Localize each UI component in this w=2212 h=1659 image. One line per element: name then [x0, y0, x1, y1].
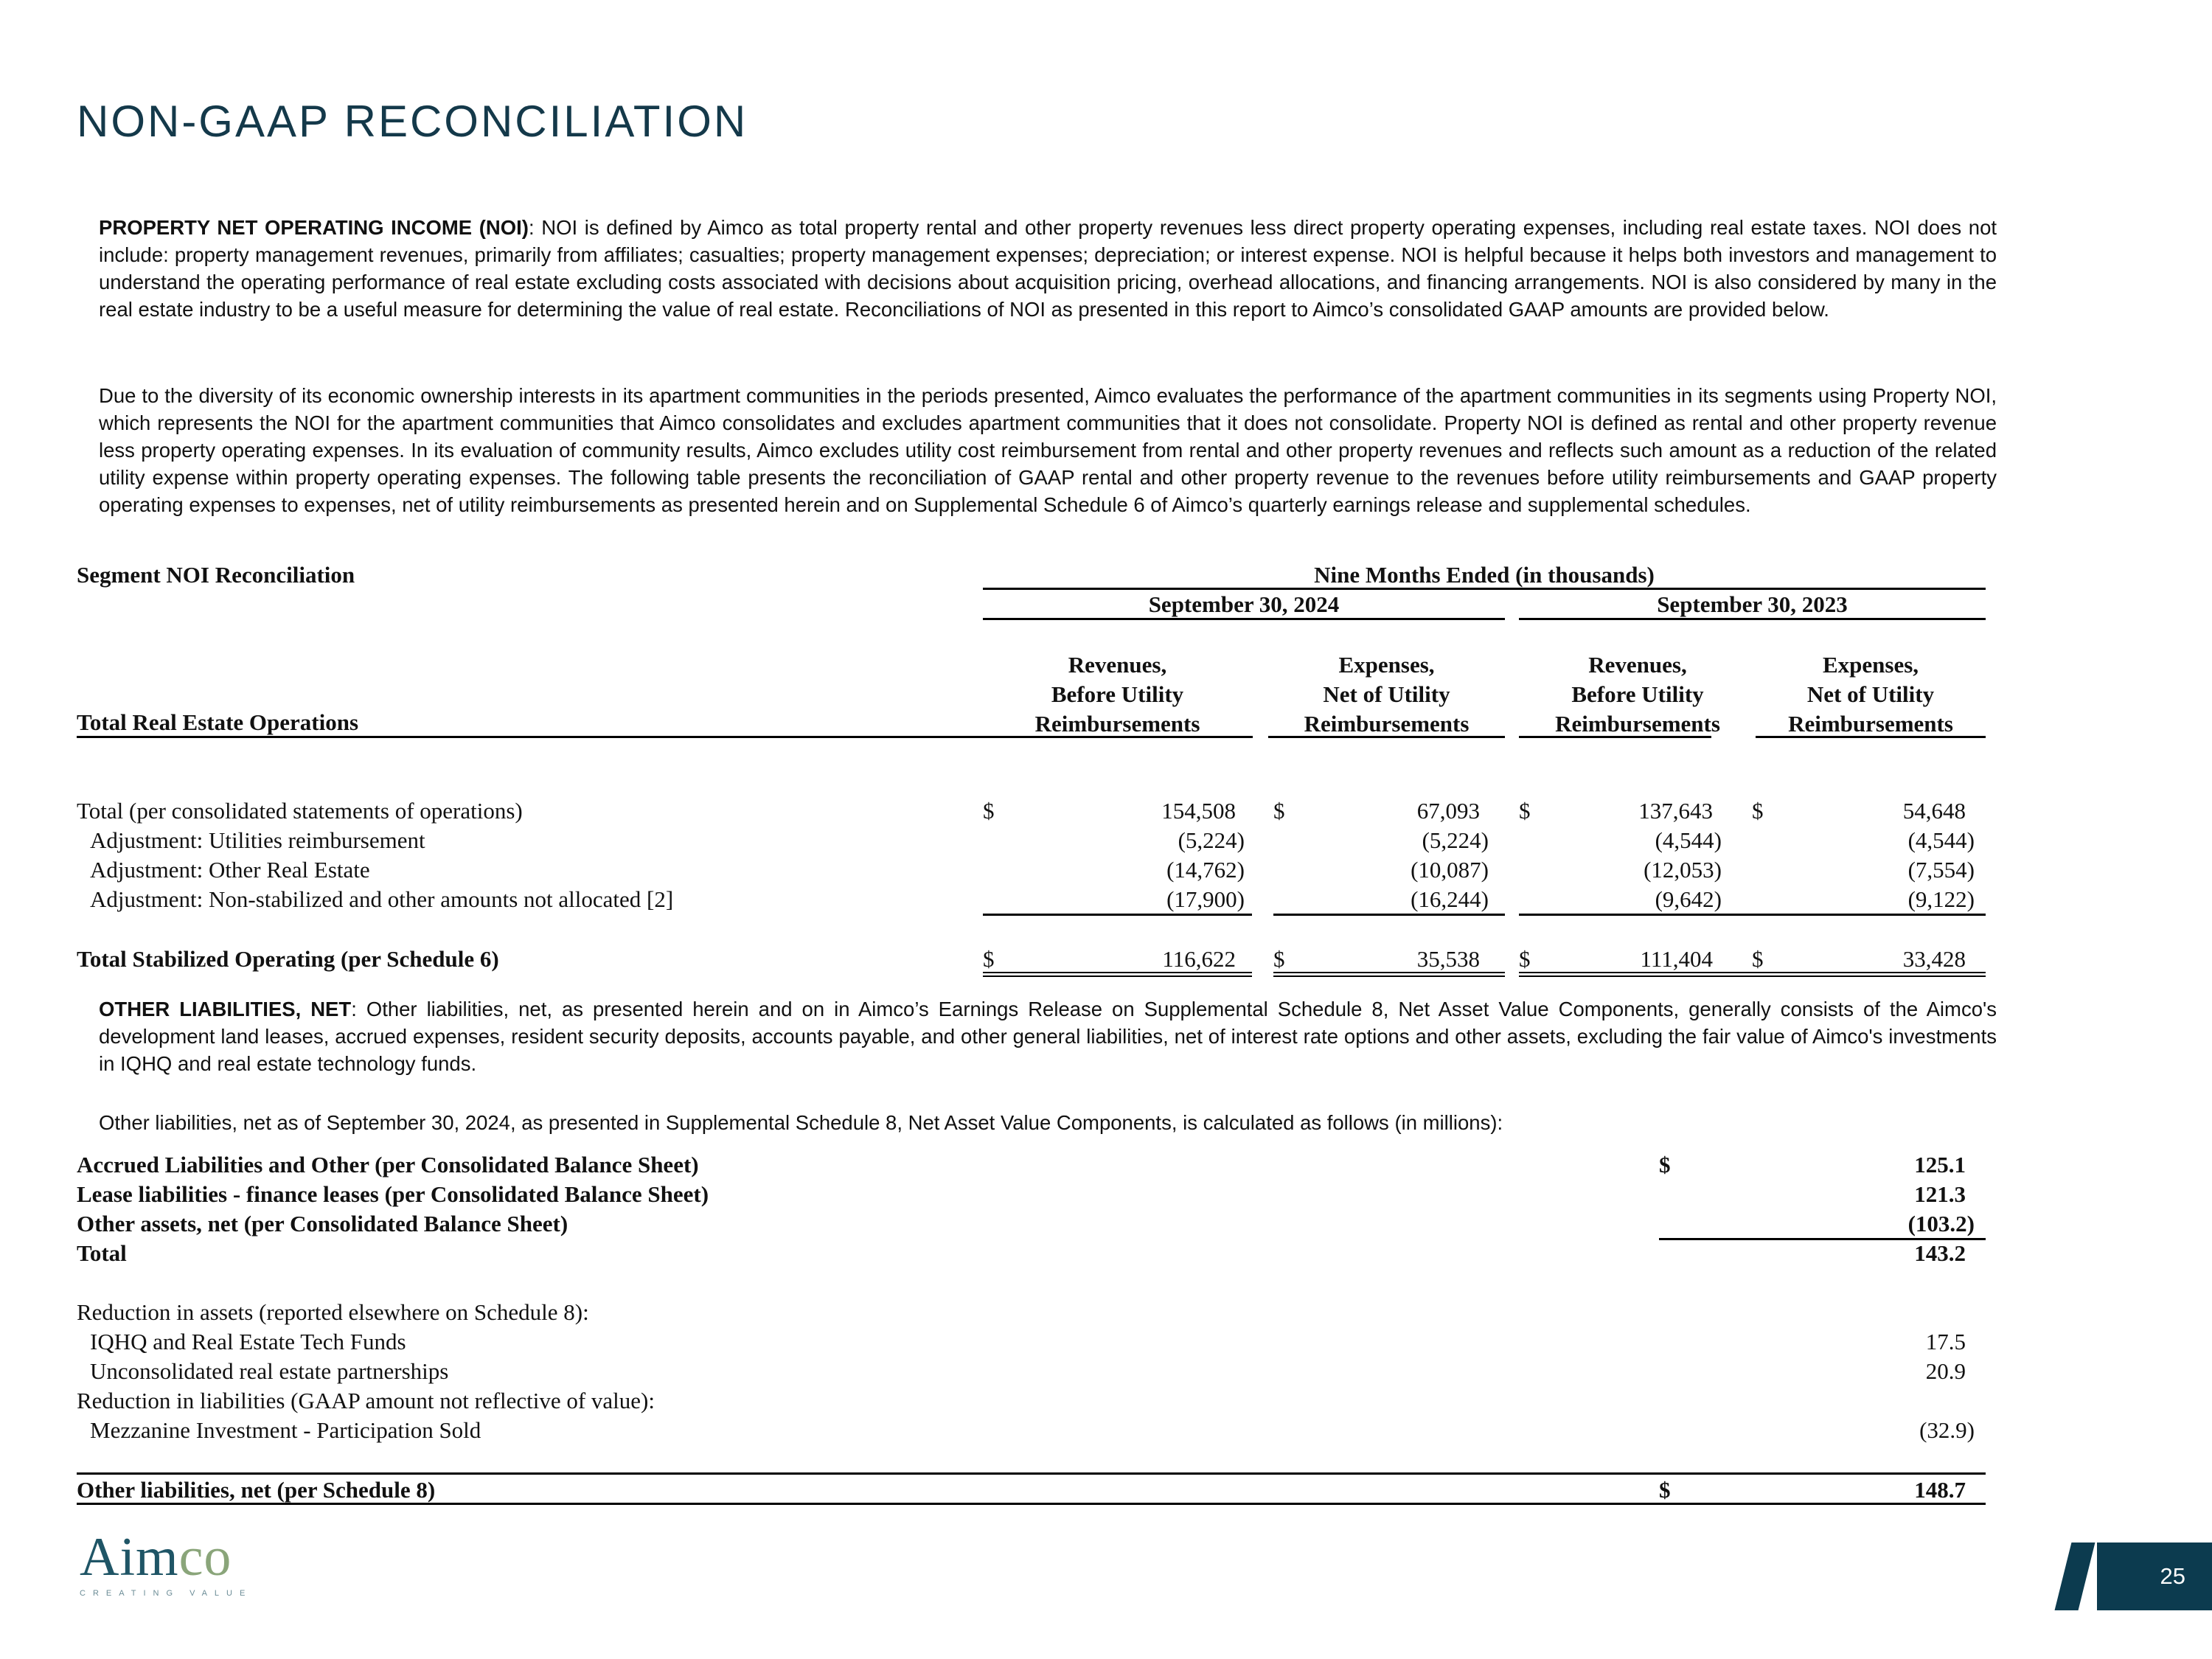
subtotal-rule: [1752, 914, 1986, 916]
final-rule-bottom: [77, 1503, 1986, 1505]
currency-symbol: $: [1519, 946, 1531, 972]
section-rule-col4: [1756, 736, 1986, 738]
cell-value: 121.3: [1914, 1181, 1966, 1207]
row-label: Unconsolidated real estate partnerships: [90, 1358, 449, 1384]
currency-symbol: $: [1752, 946, 1764, 972]
currency-symbol: $: [983, 946, 995, 972]
currency-symbol: $: [1519, 798, 1531, 824]
logo-wordmark: Aimco: [80, 1527, 232, 1587]
section-rule-col3: [1519, 736, 1711, 738]
period-2024-rule: [983, 618, 1505, 620]
cell-value: (16,244): [1411, 886, 1489, 912]
subtotal-rule: [983, 914, 1252, 916]
period-2024-header: September 30, 2024: [1148, 591, 1340, 617]
total-rule: [1273, 972, 1505, 973]
noi-definition-paragraph: [99, 214, 1997, 323]
logo-tagline: CREATING VALUE: [80, 1589, 253, 1598]
final-value: 148.7: [1914, 1477, 1966, 1503]
reduction-liabilities-label: Reduction in liabilities (GAAP amount not reflective of value):: [77, 1388, 655, 1413]
total-value: 35,538: [1416, 946, 1480, 972]
subtotal-rule: [1519, 914, 1756, 916]
col-header-expenses-2023: Expenses, Net of Utility Reimbursements: [1788, 652, 1953, 737]
cell-value: (103.2): [1907, 1211, 1975, 1237]
final-label: Other liabilities, net (per Schedule 8): [77, 1477, 436, 1503]
currency-symbol: $: [1659, 1477, 1671, 1503]
currency-symbol: $: [1273, 798, 1285, 824]
final-rule-top: [77, 1472, 1986, 1475]
row-label: Total (per consolidated statements of operations): [77, 798, 523, 824]
period-header: Nine Months Ended (in thousands): [1314, 562, 1655, 588]
row-label: Accrued Liabilities and Other (per Consolidated Balance Sheet): [77, 1152, 699, 1178]
page-number: 25: [2160, 1563, 2185, 1589]
total-rule: [983, 972, 1252, 973]
total-rule: [1273, 975, 1505, 977]
row-label: Adjustment: Other Real Estate: [90, 857, 370, 883]
section-rule-col2: [1268, 736, 1505, 738]
period-header-rule: [983, 588, 1986, 590]
currency-symbol: $: [1752, 798, 1764, 824]
total-value: 111,404: [1640, 946, 1713, 972]
page-title: NON-GAAP RECONCILIATION: [77, 97, 748, 146]
col-header-revenues-2023: Revenues, Before Utility Reimbursements: [1555, 652, 1720, 737]
row-label: Lease liabilities - finance leases (per Consolidated Balance Sheet): [77, 1181, 709, 1207]
noi-text: : NOI is defined by Aimco as total property rental and other property revenues less direct property operating expenses, including real estate taxes. NOI does not include: property management revenues, primarily from affiliates; casualties; property management expenses; depreciation; or interest expense. NOI is helpful because it helps both investors and management to understand the operating performance of real estate excluding costs associated with decisions about acquisition pricing, overhead allocations, and financing arrangements. NOI is also considered by many in the real estate industry to be a useful measure for determining the value of real estate. Reconciliations of NOI as presented in this report to Aimco’s consolidated GAAP amounts are provided below.: [99, 216, 1997, 321]
other-liabilities-intro: Other liabilities, net as of September 30, 2024, as presented in Supplemental Schedule 8, Net Asset Value Components, is calculated as follows (in millions):: [99, 1111, 1503, 1134]
cell-value: 54,648: [1902, 798, 1966, 824]
page-number-accent: [2055, 1543, 2096, 1610]
total-value: 33,428: [1902, 946, 1966, 972]
row-label: Other assets, net (per Consolidated Balance Sheet): [77, 1211, 568, 1237]
currency-symbol: $: [1273, 946, 1285, 972]
cell-value: 143.2: [1914, 1240, 1966, 1266]
cell-value: (4,544): [1907, 827, 1975, 853]
cell-value: (32.9): [1919, 1417, 1975, 1443]
noi-heading: PROPERTY NET OPERATING INCOME (NOI): [99, 216, 529, 239]
col-header-revenues-2024: Revenues, Before Utility Reimbursements: [1034, 652, 1200, 737]
cell-value: (14,762): [1166, 857, 1245, 883]
reduction-assets-label: Reduction in assets (reported elsewhere on Schedule 8):: [77, 1299, 589, 1325]
row-label: Adjustment: Non-stabilized and other amounts not allocated [2]: [90, 886, 674, 912]
total-rule: [1519, 972, 1756, 973]
cell-value: (5,224): [1422, 827, 1489, 853]
currency-symbol: $: [983, 798, 995, 824]
cell-value: (5,224): [1178, 827, 1245, 853]
period-2023-rule: [1519, 618, 1986, 620]
total-rule: [1752, 975, 1986, 977]
total-rule: [983, 975, 1252, 977]
total-rule: [1752, 972, 1986, 973]
cell-value: 17.5: [1925, 1329, 1966, 1354]
noi-segment-paragraph: Due to the diversity of its economic ownership interests in its apartment communities in the periods presented, Aimco evaluates the performance of the apartment communities in its segments using Property NOI, which represents the NOI for the apartment communities that Aimco consolidates and excludes apartment communities that it does not consolidate. Property NOI is defined as rental and other property revenue less property operating expenses. In its evaluation of community results, Aimco excludes utility cost reimbursement from rental and other property revenues and reflects such amount as a reduction of the related utility expense within property operating expenses. The following table presents the reconciliation of GAAP rental and other property revenue to the revenues before utility reimbursements and GAAP property operating expenses to expenses, net of utility reimbursements as presented herein and on Supplemental Schedule 6 of Aimco’s quarterly earnings release and supplemental schedules.: [99, 384, 1997, 516]
row-label: IQHQ and Real Estate Tech Funds: [90, 1329, 406, 1354]
cell-value: (9,642): [1655, 886, 1722, 912]
total-value: 116,622: [1162, 946, 1236, 972]
other-liabilities-heading: OTHER LIABILITIES, NET: [99, 998, 352, 1020]
cell-value: (17,900): [1166, 886, 1245, 912]
row-label: Adjustment: Utilities reimbursement: [90, 827, 425, 853]
cell-value: 154,508: [1161, 798, 1236, 824]
col-header-expenses-2024: Expenses, Net of Utility Reimbursements: [1304, 652, 1470, 737]
segment-table-title: Segment NOI Reconciliation: [77, 562, 355, 588]
cell-value: 20.9: [1925, 1358, 1966, 1384]
page-number-box: [2097, 1543, 2212, 1610]
total-rule: [1519, 975, 1756, 977]
currency-symbol: $: [1659, 1152, 1671, 1178]
other-liabilities-paragraph: [99, 995, 1997, 1077]
other-liabilities-text: : Other liabilities, net, as presented herein and on in Aimco’s Earnings Release on Supplemental Schedule 8, Net Asset Value Components, generally consists of the Aimco's development land leases, accrued expenses, resident security deposits, accounts payable, and other general liabilities, net of interest rate options and other assets, excluding the fair value of Aimco's investments in IQHQ and real estate technology funds.: [99, 998, 1997, 1075]
section-rule-left: [77, 736, 1253, 738]
cell-value: (12,053): [1644, 857, 1722, 883]
cell-value: (9,122): [1907, 886, 1975, 912]
total-label: Total Stabilized Operating (per Schedule 6): [77, 946, 499, 972]
period-2023-header: September 30, 2023: [1657, 591, 1848, 617]
cell-value: 67,093: [1416, 798, 1480, 824]
cell-value: 125.1: [1914, 1152, 1966, 1178]
row-label: Total: [77, 1240, 127, 1266]
cell-value: 137,643: [1638, 798, 1713, 824]
aimco-logo: [80, 1527, 253, 1598]
section-label: Total Real Estate Operations: [77, 709, 359, 735]
cell-value: (4,544): [1655, 827, 1722, 853]
row-label: Mezzanine Investment - Participation Sold: [90, 1417, 481, 1443]
cell-value: (10,087): [1411, 857, 1489, 883]
cell-value: (7,554): [1907, 857, 1975, 883]
subtotal-rule: [1273, 914, 1505, 916]
